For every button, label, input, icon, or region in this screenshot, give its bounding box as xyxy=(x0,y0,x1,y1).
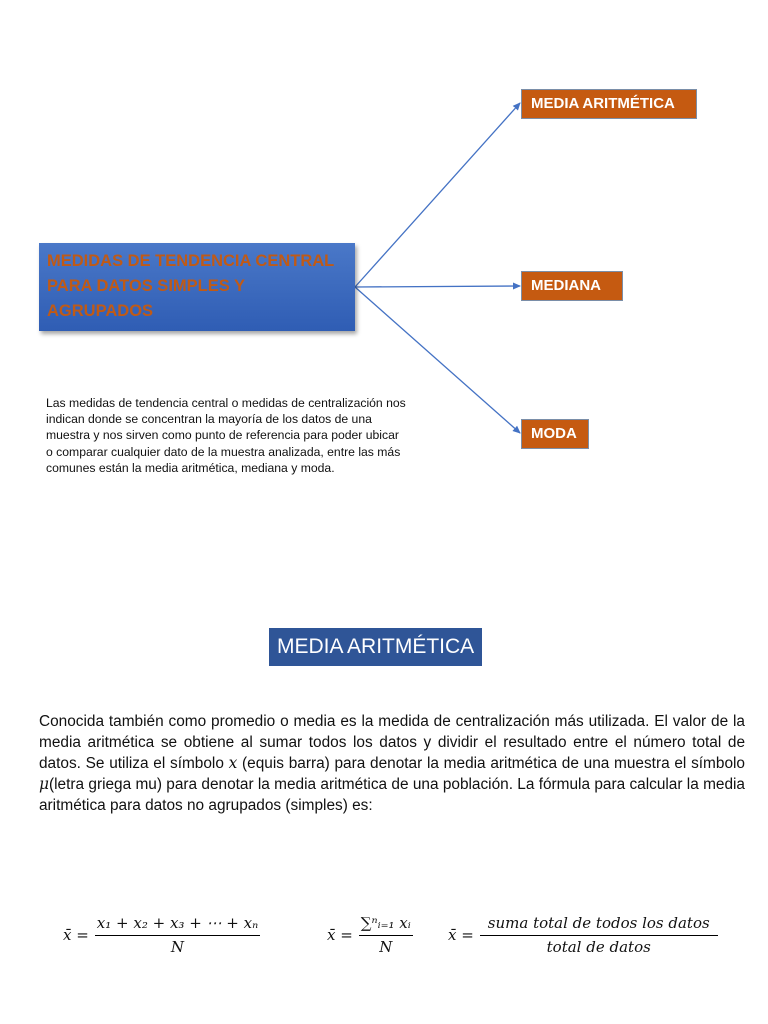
arrow-to-media xyxy=(355,103,520,287)
body-text-part-1: Conocida también como promedio o media es la medida de centralización más utilizada. El valor de la media aritmética se obtiene al sumar todos los datos y dividir el resultado entre el número total de datos. Se utiliza el símbolo xyxy=(39,713,745,773)
formula-sigma-notation xyxy=(327,914,413,956)
symbol-mu: μ xyxy=(39,775,50,794)
formula-3-numerator: suma total de todos los datos xyxy=(480,914,718,936)
formula-sum-over-n xyxy=(63,914,260,956)
formula-1-denominator: N xyxy=(170,938,185,956)
formula-2-lhs: x̄ = xyxy=(327,926,353,944)
arrow-to-mediana xyxy=(355,286,520,287)
formula-3-lhs: x̄ = xyxy=(448,926,474,944)
formula-words xyxy=(448,914,718,956)
central-topic-box: MEDIDAS DE TENDENCIA CENTRAL PARA DATOS SIMPLES Y AGRUPADOS xyxy=(39,243,355,331)
formula-2-fraction xyxy=(359,914,413,956)
body-text-part-3: (letra griega mu) para denotar la media aritmética de una población. La fórmula para calcular la media aritmética para datos no agrupados (simples) es: xyxy=(39,776,745,815)
section-title-media-aritmetica: MEDIA ARITMÉTICA xyxy=(269,628,482,666)
body-paragraph xyxy=(39,711,745,816)
formula-1-fraction xyxy=(95,914,260,956)
branch-mediana: MEDIANA xyxy=(521,271,623,301)
formula-3-fraction xyxy=(480,914,718,956)
formula-2-denominator: N xyxy=(379,938,393,956)
intro-paragraph: Las medidas de tendencia central o medidas de centralización nos indican donde se concentran la mayoría de los datos de una muestra y nos sirven como punto de referencia para poder ubicar o comparar cualquier dato de la muestra analizada, entre las más comunes están la media aritmética, mediana y moda. xyxy=(46,396,406,475)
symbol-x-bar: x xyxy=(228,754,238,773)
formula-1-lhs: x̄ = xyxy=(63,926,89,944)
formula-2-numerator: ∑ⁿᵢ₌₁ xᵢ xyxy=(359,914,413,936)
formula-1-numerator: x₁ + x₂ + x₃ + ⋯ + xₙ xyxy=(95,914,260,936)
branch-moda: MODA xyxy=(521,419,589,449)
formula-3-denominator: total de datos xyxy=(546,938,651,956)
branch-media-aritmetica: MEDIA ARITMÉTICA xyxy=(521,89,697,119)
body-text-part-2: (equis barra) para denotar la media aritmética de una muestra el símbolo xyxy=(237,755,745,773)
